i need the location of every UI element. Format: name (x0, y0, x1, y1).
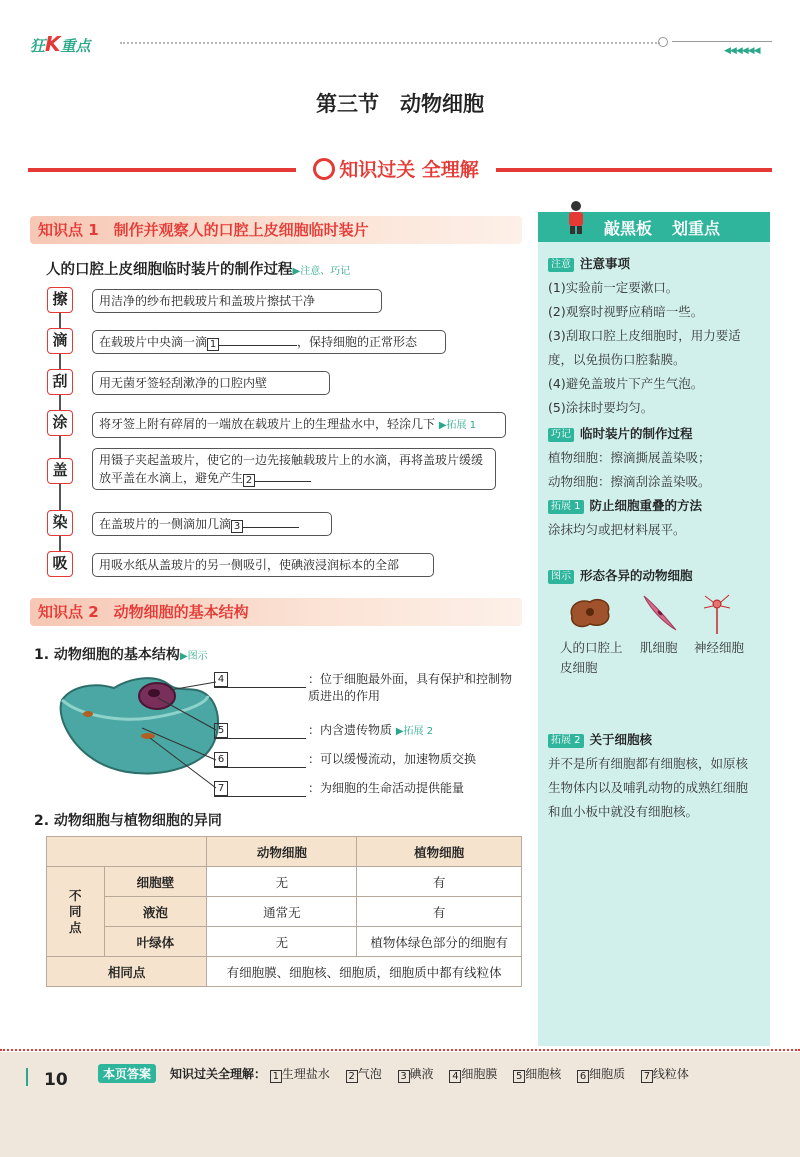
sidebar-subtitle: 划重点 (672, 219, 721, 238)
table-cell: 有 (357, 897, 522, 927)
step-char: 刮 (47, 369, 73, 395)
label-desc: ：为细胞的生命活动提供能量 (308, 781, 465, 795)
banner-line-left (28, 168, 296, 172)
step-char: 擦 (47, 287, 73, 313)
row-label: 液泡 (104, 897, 207, 927)
table-corner (47, 837, 207, 867)
arrows-icon: ◀◀◀◀◀◀ (724, 46, 760, 56)
nerve-cell-image (700, 592, 734, 636)
step-char: 盖 (47, 458, 73, 484)
step-char: 涂 (47, 410, 73, 436)
answer-box: 2 (243, 474, 255, 487)
muscle-cell-image (640, 592, 680, 634)
step-box: 用镊子夹起盖玻片，使它的一边先接触载玻片上的水滴，再将盖玻片缓缓放平盖在水滴上，避免产生 2 (92, 448, 496, 490)
spiral-icon (313, 158, 335, 180)
comparison-table (46, 836, 522, 987)
step-char: 染 (47, 510, 73, 536)
sidebar-title: 敲黑板 (604, 219, 653, 238)
table-cell: 无 (207, 927, 357, 957)
note-line: (4)避免盖玻片下产生气泡。 (548, 376, 704, 391)
notes-heading: 注意 注意事项 (548, 252, 630, 276)
process-title: 人的口腔上皮细胞临时装片的制作过程▶注意、巧记 (46, 262, 351, 278)
step-box: 在盖玻片的一侧滴加几滴 3 (92, 512, 332, 536)
step-box: 用洁净的纱布把载玻片和盖玻片擦拭干净 (92, 289, 382, 313)
extension-tag[interactable]: ▶拓展 1 (438, 420, 477, 431)
plant-icon (26, 1068, 40, 1086)
step-box: 用吸水纸从盖玻片的另一侧吸引，使碘液浸润标本的全部 (92, 553, 434, 577)
step-char: 吸 (47, 551, 73, 577)
step-box: 将牙签上附有碎屑的一端放在载玻片上的生理盐水中，轻涂几下 ▶拓展 1 (92, 412, 506, 438)
note-line: (2)观察时视野应稍暗一些。 (548, 304, 704, 319)
row-label: 叶绿体 (104, 927, 207, 957)
figure-tag[interactable]: ▶图示 (179, 651, 208, 662)
row-label: 细胞壁 (104, 867, 207, 897)
table-header: 植物细胞 (357, 837, 522, 867)
label-blank: 5 (214, 722, 306, 739)
answer-blank (255, 470, 311, 482)
table-header: 动物细胞 (207, 837, 357, 867)
leader-line (158, 698, 216, 730)
row-label: 相同点 (47, 957, 207, 987)
page-number: 10 (44, 1070, 68, 1090)
cell-caption: 皮细胞 (560, 660, 598, 675)
note-line: (1)实验前一定要漱口。 (548, 280, 679, 295)
header-divider-right (672, 41, 772, 42)
memory-heading: 巧记 临时装片的制作过程 (548, 422, 693, 446)
answer-box: 3 (231, 520, 243, 533)
label-blank: 6 (214, 751, 306, 768)
label-desc: ：可以缓慢流动，加速物质交换 (308, 752, 477, 766)
answers-line: 知识过关全理解： 1 生理盐水 2 气泡 3 碘液 4 细胞膜 5 细胞核 6 细胞质 7 线粒体 (170, 1067, 689, 1082)
subheading-structure: 1. 动物细胞的基本结构▶图示 (34, 647, 208, 663)
banner-line-right (496, 168, 772, 172)
leader-line (170, 682, 216, 690)
answers-tag: 本页答案 (98, 1064, 156, 1083)
extension-2-line: 生物体内以及哺乳动物的成熟红细胞 (548, 780, 749, 795)
subheading-comparison: 2. 动物细胞与植物细胞的异同 (34, 813, 222, 829)
cell-caption: 肌细胞 (640, 640, 678, 655)
leader-lines (50, 668, 230, 798)
note-line: (5)涂抹时要均匀。 (548, 400, 654, 415)
figure-heading: 图示 形态各异的动物细胞 (548, 564, 693, 588)
answer-blank (219, 334, 297, 346)
answer-box: 1 (207, 338, 219, 351)
step-char: 滴 (47, 328, 73, 354)
teacher-figure-icon (566, 200, 586, 234)
page-title: 第三节 动物细胞 (316, 91, 484, 116)
table-cell: 无 (207, 867, 357, 897)
footer-divider (0, 1049, 800, 1051)
label-desc: ：内含遗传物质 ▶拓展 2 (308, 723, 434, 737)
note-line: 度，以免损伤口腔黏膜。 (548, 352, 686, 367)
brand-logo: 狂K重点 (30, 32, 91, 56)
table-cell: 有 (357, 867, 522, 897)
step-box: 用无菌牙签轻刮漱净的口腔内壁 (92, 371, 330, 395)
table-cell: 植物体绿色部分的细胞有 (357, 927, 522, 957)
extension-1-text: 涂抹均匀或把材料展平。 (548, 522, 686, 537)
leader-line (142, 728, 216, 760)
label-blank: 7 (214, 780, 306, 797)
cell-caption: 人的口腔上 (560, 640, 623, 655)
table-cell: 通常无 (207, 897, 357, 927)
memory-line: 植物细胞：擦滴撕展盖染吸； (548, 450, 711, 465)
extension-2-heading: 拓展 2 关于细胞核 (548, 728, 652, 752)
note-line: (3)刮取口腔上皮细胞时，用力要适 (548, 328, 741, 343)
circle-icon (658, 37, 668, 47)
section-banner: 知识过关 全理解 (298, 154, 494, 186)
label-blank: 4 (214, 671, 306, 688)
extension-tag[interactable]: ▶拓展 2 (395, 726, 434, 737)
label-desc: ：位于细胞最外面，具有保护和控制物质进出的作用 (308, 672, 513, 703)
header-divider (120, 42, 660, 44)
step-box: 在载玻片中央滴一滴 1 ，保持细胞的正常形态 (92, 330, 446, 354)
cheek-cell-image (566, 594, 614, 630)
extension-2-line: 和血小板中就没有细胞核。 (548, 804, 699, 819)
table-cell: 有细胞膜、细胞核、细胞质，细胞质中都有线粒体 (207, 957, 522, 987)
knowledge-point-1-header: 知识点 1 制作并观察人的口腔上皮细胞临时装片 (30, 216, 522, 244)
cell-caption: 神经细胞 (694, 640, 745, 655)
memory-line: 动物细胞：擦滴刮涂盖染吸。 (548, 474, 711, 489)
knowledge-point-2-header: 知识点 2 动物细胞的基本结构 (30, 598, 522, 626)
extension-1-heading: 拓展 1 防止细胞重叠的方法 (548, 494, 702, 518)
answer-blank (243, 516, 299, 528)
extension-2-line: 并不是所有细胞都有细胞核，如原核 (548, 756, 749, 771)
group-label: 不同点 (47, 867, 105, 957)
process-tag[interactable]: ▶注意、巧记 (292, 266, 351, 277)
